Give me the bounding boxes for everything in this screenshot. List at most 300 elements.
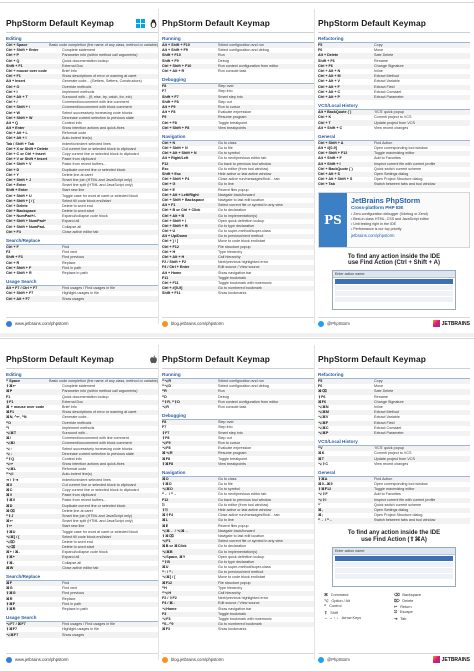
shortcut-keys: Ctrl + Y (6, 172, 19, 177)
shortcut-keys: ⇧F7 (162, 430, 170, 435)
shortcut-description: Complete statement (62, 48, 95, 53)
shortcut-keys: Ctrl + Shift + R (6, 270, 32, 275)
shortcut-description: Replace (62, 260, 76, 265)
shortcut-description: Toggle bookmark with mnemonic (218, 616, 272, 621)
shortcut-keys: ^` (318, 502, 322, 507)
column-divider (158, 9, 159, 324)
shortcut-description: Go to declaration (218, 208, 247, 213)
shortcut-description: Select till code block end/start (62, 198, 111, 203)
keymap-section (6, 237, 158, 276)
shortcut-keys: ⇧⌘⌫ (162, 533, 174, 538)
section-title: Usage Search (6, 614, 158, 622)
shortcut-keys: ⌘K (318, 451, 325, 456)
shortcut-keys: Ctrl + Shift + Enter (6, 48, 39, 53)
shortcut-description: Open Project Structure dialog (374, 177, 423, 182)
shortcut-keys: Ctrl + Alt + B (162, 213, 185, 218)
key-legend-item: ⌥ Option / Alt (324, 598, 350, 603)
shortcut-keys: ⇧⎋ (162, 508, 169, 513)
shortcut-description: Go to super-method/super-class (218, 229, 271, 234)
shortcut-keys: Ctrl + Alt + N (318, 69, 341, 74)
shortcut-description: Delete line at caret (62, 172, 93, 177)
shortcut-keys: ⌥⌘F7 (6, 632, 19, 637)
shortcut-keys: Shift + F8 (162, 99, 179, 104)
shortcut-keys: F2 / Shift + F2 (162, 260, 187, 265)
shortcut-keys: ⌘V (6, 493, 13, 498)
shortcut-description: Run (218, 389, 225, 394)
shortcut-keys: F2 / ⇧F2 (162, 596, 177, 601)
key-legend-item: ⇧ Shift (324, 610, 338, 615)
promo-bullet: • Zero-configuration debugger (Xdebug or Zend) (351, 212, 465, 217)
shortcut-keys: Ctrl + F (6, 245, 19, 250)
footer-link[interactable]: www.jetbrains.com/phpstorm (15, 657, 69, 662)
shortcut-keys: F6 (318, 384, 323, 389)
shortcut-description: Show navigation bar (218, 606, 252, 611)
section-title: Running (162, 371, 314, 379)
shortcut-keys: ^⌥D (162, 384, 172, 389)
shortcut-keys: Ctrl + Shift + F12 (318, 151, 348, 156)
shortcut-keys: ⎋ (162, 502, 165, 507)
shortcut-keys: ^R (162, 389, 167, 394)
shortcut-keys: Ctrl + Shift + ] / [ (6, 198, 35, 203)
shortcut-description: Parameter info (within method call arguments) (62, 389, 138, 394)
shortcut-description: Go to super-method/super-class (218, 565, 271, 570)
shortcut-keys: Ctrl + P (6, 53, 20, 58)
shortcut-keys: ⌥⌘] / [ (162, 575, 176, 580)
shortcut-keys: Ctrl + B or Ctrl + Click (162, 208, 201, 213)
shortcut-keys: ^V (318, 446, 323, 451)
shortcut-description: Find Action (374, 476, 393, 481)
shortcut-keys: Ctrl + Alt + H (162, 255, 185, 260)
shortcut-description: Select till code block end/start (62, 534, 111, 539)
shortcut-row (6, 566, 158, 571)
shortcut-description: Resume program (218, 115, 247, 120)
shortcut-description: Select current file or symbol in any view (218, 539, 283, 544)
shortcut-description: Find usages / Find usages in file (62, 622, 115, 627)
shortcut-keys: ⌘⌥R (162, 451, 173, 456)
page-title: PhpStorm Default Keymap (6, 18, 114, 28)
shortcut-keys: Ctrl + K (318, 115, 332, 120)
shortcut-description: Show bookmarks (218, 291, 247, 296)
shortcut-description: Cut current line or selected block to clipboard (62, 146, 136, 151)
footer-link[interactable]: blog.jetbrains.com/phpstorm (171, 321, 224, 326)
shortcut-keys: Ctrl + H (162, 249, 176, 254)
shortcut-keys: ⇧⌘G (6, 591, 16, 596)
shortcut-description: Surround with... (62, 430, 88, 435)
keymap-section (6, 371, 158, 571)
shortcut-keys: Ctrl + Alt + Left/Right (162, 192, 199, 197)
keymap-column-1 (6, 339, 158, 669)
shortcut-description: Replace in path (62, 606, 88, 611)
shortcut-description: Show descriptions of error or warning at caret (62, 410, 137, 415)
shortcut-description: Basic code completion (the name of any class, method or variable) (49, 379, 158, 384)
shortcut-keys: Ctrl + Alt + F7 (6, 296, 30, 301)
keymap-section (162, 412, 314, 467)
shortcut-keys: Ctrl + F12 (162, 244, 179, 249)
windows-icon (136, 19, 145, 28)
column-footer (318, 653, 470, 663)
shortcut-keys: Ctrl + Tab (318, 182, 335, 187)
section-title: Editing (6, 371, 158, 379)
shortcut-keys: ⌥↩ (6, 462, 14, 467)
shortcut-keys: ⇧⌘U (6, 529, 16, 534)
shortcut-keys: Ctrl + Space (6, 43, 28, 48)
shortcut-description: Switch between tabs and tool window (374, 518, 436, 523)
shortcut-keys: Alt + Up/Down (162, 234, 188, 239)
shortcut-description: Rename (374, 394, 388, 399)
shortcut-keys: ⇧⌘F7 (6, 627, 18, 632)
shortcut-description: Go to numbered bookmark (218, 286, 262, 291)
shortcut-keys: Ctrl + Shift + N (162, 146, 188, 151)
shortcut-row (162, 462, 314, 467)
shortcut-description: Close active editor tab (62, 229, 99, 234)
shortcut-description: Open corresponding tool window (374, 146, 428, 151)
find-action-result (335, 291, 453, 296)
key-legend-item: ⇥ Tab (394, 616, 407, 621)
shortcut-keys: ⌘↩ (6, 519, 13, 524)
shortcut-description: Commit project to VCS (374, 115, 412, 120)
promo-bullet: • Unit testing right in the IDE (351, 222, 465, 227)
column-divider (158, 345, 159, 660)
shortcut-keys: Ctrl + Backspace (6, 209, 36, 214)
shortcut-keys: ⌥⇧C (318, 461, 329, 466)
shortcut-description: Run console task (218, 405, 247, 410)
shortcut-description: Edit source / View source (218, 601, 260, 606)
shortcut-description: Inspect current file with current profile (374, 497, 436, 502)
shortcut-description: Select configuration and debug (218, 384, 269, 389)
shortcut-description: Generate code... (Getters, Setters, Constructors) (62, 79, 142, 84)
blog-icon (162, 657, 168, 663)
shortcut-description: Go to next/previous editor tab (218, 156, 267, 161)
keymap-section (318, 35, 470, 100)
shortcut-keys: Ctrl + Alt + C (318, 89, 341, 94)
shortcut-description: Step out (218, 435, 232, 440)
shortcut-description: Smart line join (HTML and JavaScript only) (62, 177, 132, 182)
shortcut-description: Navigate to last edit location (218, 197, 265, 202)
shortcut-keys: ^← / ^→ (162, 492, 177, 497)
section-title: General (318, 469, 470, 477)
find-action-result (335, 574, 453, 579)
shortcut-description: Step out (218, 99, 232, 104)
shortcut-keys: ⌘⇧F4 (162, 513, 174, 518)
shortcut-description: Step over (218, 420, 234, 425)
section-title: Refactoring (318, 371, 470, 379)
shortcut-keys: ⌥F3 (162, 616, 171, 621)
shortcut-description: Go to file (218, 482, 233, 487)
shortcut-description: Next/previous highlighted error (218, 596, 269, 601)
shortcut-description: File structure popup (218, 580, 251, 585)
shortcut-description: Smart line split (HTML and JavaScript only) (62, 519, 133, 524)
shortcut-keys: Ctrl + F6 (318, 63, 333, 68)
shortcut-description: Open Settings dialog (374, 508, 409, 513)
shortcut-keys: ⌘L (162, 518, 168, 523)
shortcut-keys: Ctrl + Shift + W (6, 115, 33, 120)
phpstorm-logo: PS (319, 193, 347, 247)
shortcut-keys: ⌘F3 (162, 627, 170, 632)
shortcut-keys: Ctrl + Shift + I (162, 218, 186, 223)
shortcut-description: Inline (374, 69, 383, 74)
shortcut-description: Extract Method (374, 410, 399, 415)
shortcut-keys: ⇧F8 (162, 435, 170, 440)
shortcut-keys: ⌘D (6, 503, 13, 508)
shortcut-description: Change Signature (374, 63, 404, 68)
shortcut-description: Extract Variable (374, 415, 400, 420)
shortcut-description: Run context configuration from editor (218, 63, 279, 68)
shortcut-keys: F7 (162, 89, 167, 94)
shortcut-keys: ^H (162, 585, 167, 590)
globe-icon (6, 321, 12, 327)
shortcut-keys: ⌘⌫ (318, 389, 327, 394)
shortcut-keys: ^⇧B (162, 559, 170, 564)
shortcut-keys: ⌥⌘V (318, 415, 329, 420)
shortcut-description: Go to class (218, 140, 237, 145)
shortcut-description: Debug (218, 394, 229, 399)
shortcut-description: Close active run/messages/find/... tab (218, 177, 280, 182)
shortcut-keys: Ctrl + Shift + V (6, 162, 32, 167)
shortcut-keys: Ctrl + Shift + F4 (162, 177, 190, 182)
shortcut-keys: ^I (6, 425, 10, 430)
column-header (162, 3, 314, 33)
shortcut-keys: ^⇧Q (6, 456, 15, 461)
shortcut-keys: ⌘O (162, 476, 169, 481)
shortcut-description: Step into (218, 425, 233, 430)
promo-link[interactable]: jetbrains.com/phpstorm (351, 232, 395, 238)
shortcut-description: 'VCS' quick popup (374, 110, 404, 115)
shortcut-keys: Ctrl + mouse over code (6, 69, 47, 74)
shortcut-keys: ⇧↩ (6, 524, 13, 529)
shortcut-keys: Ctrl + F1 (6, 74, 21, 79)
shortcut-description: Quick switch current scheme (374, 166, 422, 171)
shortcut-description: Toggle bookmark (218, 611, 247, 616)
promo-bullet: • Best-in-class HTML, CSS and JavaScript editor (351, 217, 465, 222)
shortcut-keys: ^↑ / ^↓ (162, 570, 174, 575)
shortcut-row (162, 405, 314, 410)
shortcut-keys: Shift + F10 (162, 53, 181, 58)
shortcut-description: Smart line split (HTML and JavaScript only) (62, 183, 133, 188)
shortcut-keys: Ctrl + Alt + V (318, 79, 340, 84)
shortcut-description: Delete line at caret (62, 508, 93, 513)
shortcut-description: Comment/uncomment with line comment (62, 436, 129, 441)
shortcut-description: Move to code block end/start (218, 239, 266, 244)
keymap-section (318, 133, 470, 188)
shortcut-keys: Alt + Insert (6, 79, 26, 84)
shortcut-keys: Alt + Q (6, 120, 18, 125)
shortcut-description: Delete to word end (62, 539, 93, 544)
shortcut-keys: Ctrl + Alt + Shift + N (162, 151, 197, 156)
shortcut-description: Safe Delete (374, 389, 394, 394)
shortcut-description: Go to implementation(s) (218, 549, 258, 554)
shortcut-description: Move (374, 384, 384, 389)
shortcut-description: Replace in path (62, 270, 88, 275)
shortcut-keys: ⌘G (6, 586, 13, 591)
shortcut-description: Expand/collapse code block (62, 550, 108, 555)
keymap-section (318, 469, 470, 524)
shortcut-description: Update project from VCS (374, 456, 415, 461)
shortcut-keys: Ctrl + Shift + A (318, 140, 344, 145)
shortcut-keys: Ctrl + F11 (162, 280, 179, 285)
shortcut-description: Resume program (218, 451, 247, 456)
shortcut-keys: Alt + Shift + C (318, 125, 343, 130)
shortcut-description: Go to previous/next method (218, 570, 264, 575)
shortcut-keys: F8 (162, 84, 167, 89)
shortcut-description: Toggle maximizing editor (374, 487, 415, 492)
shortcut-keys: Ctrl + Q (6, 58, 20, 63)
shortcut-description: Go to next/previous editor tab (218, 492, 267, 497)
column-footer (162, 653, 314, 663)
shortcut-keys: ⇥ / ⇧⇥ (6, 477, 19, 482)
shortcut-description: Duplicate current line or selected block (62, 503, 126, 508)
jetbrains-logo-icon (433, 656, 440, 663)
shortcut-keys: Alt + BackQuote (`) (318, 110, 352, 115)
shortcut-description: Go to class (218, 476, 237, 481)
shortcut-row (6, 296, 158, 301)
shortcut-keys: Ctrl + Shift + F (6, 265, 32, 270)
shortcut-description: Expand all (62, 219, 80, 224)
shortcut-description: Copy current line or selected block to clipboard (62, 152, 139, 157)
shortcut-description: Go to type declaration (218, 559, 255, 564)
shortcut-description: Implement methods (62, 425, 95, 430)
shortcut-keys: Ctrl + Alt + Shift + S (318, 177, 353, 182)
shortcut-keys: Ctrl + Shift + NumPad- (6, 224, 46, 229)
shortcut-keys: Shift + F7 (162, 94, 179, 99)
shortcut-keys: Ctrl + Shift + F10 (162, 63, 192, 68)
shortcut-keys: ⌥Space, ⌘Y (162, 554, 186, 559)
shortcut-description: Delete to word end (62, 203, 93, 208)
shortcut-description: Reformat code (62, 467, 87, 472)
section-title: Editing (6, 35, 158, 43)
find-action-input: Enter action name: (333, 548, 455, 555)
shortcut-description: Find (62, 581, 70, 586)
phpstorm-promo (318, 192, 470, 248)
shortcut-description: Add to Favorites (374, 492, 401, 497)
shortcut-row (6, 230, 158, 235)
shortcut-keys: F4 / ⌘↓ (162, 601, 175, 606)
shortcut-description: Toggle bookmark (218, 275, 247, 280)
shortcut-keys: Ctrl + Shift + J (6, 177, 31, 182)
shortcut-keys: F11 (162, 275, 169, 280)
shortcut-description: Run console task (218, 69, 247, 74)
footer-link[interactable]: www.jetbrains.com/phpstorm (15, 321, 69, 326)
footer-link[interactable]: blog.jetbrains.com/phpstorm (171, 657, 224, 662)
shortcut-keys: ^D (162, 394, 167, 399)
shortcut-description: Evaluate expression (218, 446, 252, 451)
shortcut-description: Show usages (62, 632, 85, 637)
shortcut-keys: ⌥⌘F (318, 420, 329, 425)
shortcut-description: Indent/unindent selected lines (62, 477, 111, 482)
column-footer (6, 653, 158, 663)
mac-key-legend (318, 592, 470, 621)
shortcut-keys: ⌥F9 (162, 440, 171, 445)
shortcut-description: Expand/collapse code block (62, 214, 108, 219)
shortcut-description: Go to previous/next method (218, 234, 264, 239)
page-title: PhpStorm Default Keymap (318, 18, 426, 28)
shortcut-description: Toggle case for word at caret or selected block (62, 193, 139, 198)
shortcut-keys: ⌘P (6, 389, 13, 394)
section-title: Debugging (162, 412, 314, 420)
shortcut-description: Find usages / Find usages in file (62, 286, 115, 291)
keymap-column-1 (6, 3, 158, 333)
shortcut-keys: Ctrl + E (162, 187, 176, 192)
shortcut-description: Complete statement (62, 384, 95, 389)
shortcut-row (6, 271, 158, 276)
shortcut-description: Find in path (62, 265, 82, 270)
shortcut-keys: ⌥⌘/ (6, 441, 15, 446)
shortcut-keys: Shift + F6 (318, 58, 335, 63)
shortcut-description: Recent files popup (218, 523, 249, 528)
shortcut-description: Show usages (62, 296, 85, 301)
shortcut-description: Decrease current selection to previous state (62, 115, 134, 120)
shortcut-keys: ⇧⌘O (162, 482, 172, 487)
shortcut-description: Navigate back/forward (218, 528, 255, 533)
keymap-section (162, 371, 314, 410)
footer-link[interactable]: @PhpStorm (327, 657, 350, 662)
shortcut-keys: F12 (162, 161, 169, 166)
shortcut-keys: ⌥⌘C (318, 425, 329, 430)
shortcut-keys: Alt + Shift + F (318, 156, 342, 161)
shortcut-description: Show intention actions and quick-fixes (62, 126, 125, 131)
find-action-line1: To find any action inside the IDE (347, 253, 441, 260)
keymap-sheet-mac (0, 338, 474, 668)
shortcut-keys: Ctrl + Shift + B (162, 223, 188, 228)
shortcut-description: Select configuration and debug (218, 48, 269, 53)
shortcut-keys: ^⇧J (6, 513, 14, 518)
shortcut-description: Paste from clipboard (62, 493, 96, 498)
key-legend-item: ← → ↑ ↓ Arrow Keys (324, 615, 361, 620)
shortcut-keys: Shift + Enter (6, 188, 28, 193)
section-title: Refactoring (318, 35, 470, 43)
shortcut-keys: ⌘E (162, 523, 169, 528)
linux-icon (149, 19, 158, 28)
shortcut-keys: Alt + Enter (6, 126, 25, 131)
shortcut-keys: ⇧F1 (6, 399, 14, 404)
shortcut-description: Find next (62, 250, 78, 255)
keymap-section (162, 133, 314, 297)
shortcut-description: Toggle case for word at caret or selected block (62, 529, 139, 534)
footer-link[interactable]: @PhpStorm (327, 321, 350, 326)
shortcut-description: Override methods (62, 84, 92, 89)
shortcut-description: Open quick definition lookup (218, 554, 265, 559)
shortcut-description: View breakpoints (218, 461, 247, 466)
shortcut-description: Smart step into (218, 430, 243, 435)
shortcut-description: Smart step into (218, 94, 243, 99)
shortcut-keys: Ctrl + X or Shift + Delete (6, 146, 49, 151)
shortcut-keys: Alt + Shift + I (318, 161, 341, 166)
shortcut-description: Call hierarchy (218, 255, 241, 260)
find-action-result (335, 285, 453, 290)
shortcut-keys: Ctrl + W (6, 110, 21, 115)
shortcut-description: Quick documentation lookup (62, 394, 109, 399)
keymap-section (6, 278, 158, 302)
shortcut-keys: ^0...^9 (162, 622, 174, 627)
keymap-section (162, 76, 314, 131)
shortcut-description: Add to Favorites (374, 156, 401, 161)
section-title: Navigation (162, 133, 314, 141)
shortcut-description: Step over (218, 84, 234, 89)
shortcut-keys: ⌥⇧I (318, 497, 327, 502)
shortcut-description: Highlight usages in file (62, 291, 99, 296)
shortcut-keys: Ctrl + O (6, 84, 20, 89)
shortcut-keys: ⌥⌘B (162, 549, 173, 554)
shortcut-description: Go to line (218, 182, 234, 187)
shortcut-keys: ⌘R (6, 596, 13, 601)
shortcut-keys: Ctrl + I (6, 89, 18, 94)
shortcut-keys: ⌥F8 (162, 446, 171, 451)
column-divider (314, 345, 315, 660)
shortcut-description: Rename (374, 58, 388, 63)
find-action-result (335, 568, 453, 573)
shortcut-keys: F3 (6, 250, 11, 255)
shortcut-keys: ⌘U (162, 565, 169, 570)
shortcut-keys: ⌥⌘T (6, 430, 17, 435)
